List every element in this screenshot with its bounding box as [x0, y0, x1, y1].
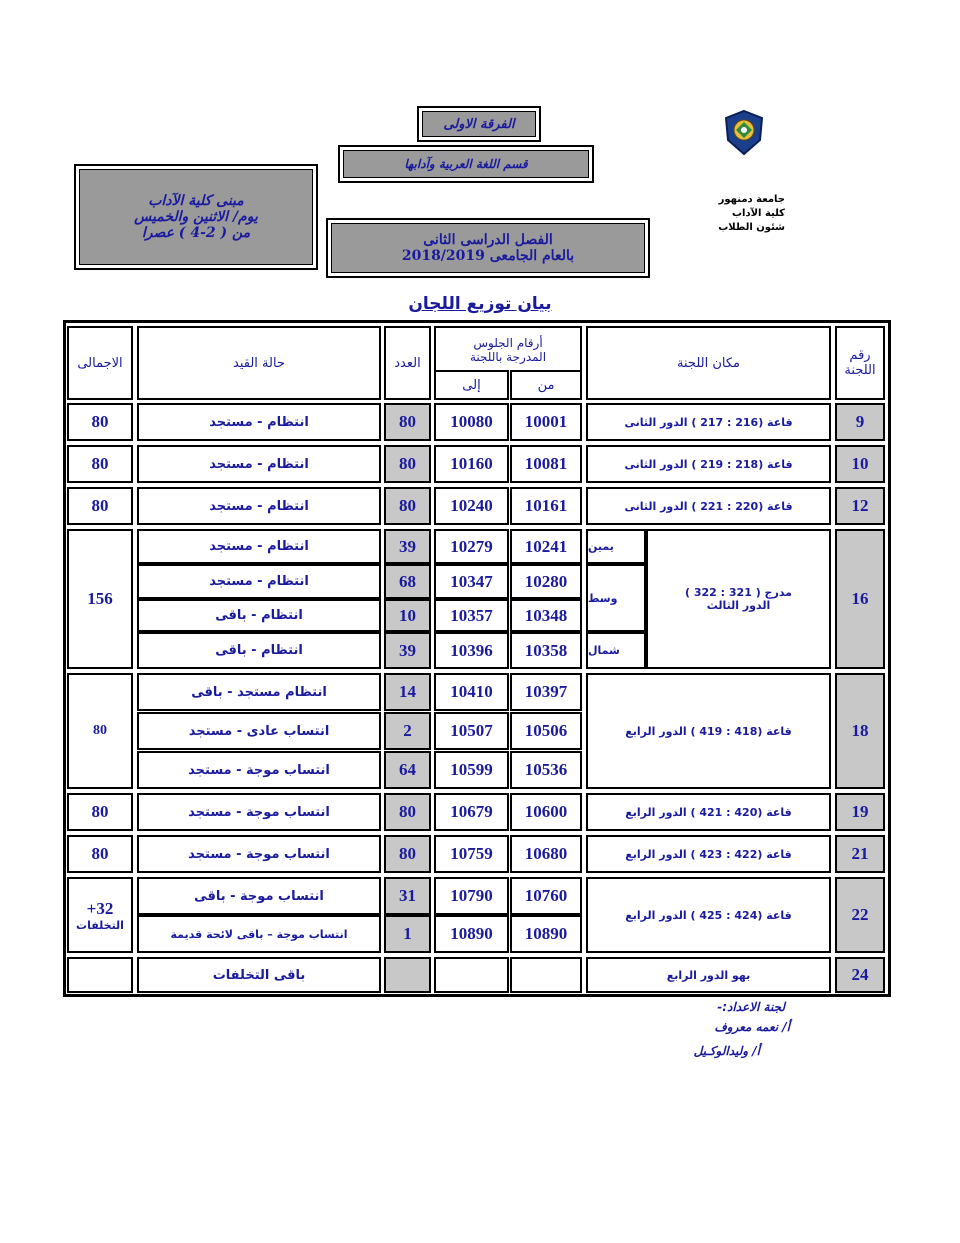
seat-from: 10536	[510, 751, 582, 789]
seat-from: 10241	[510, 529, 582, 564]
committee-location: قاعة (418 : 419 ) الدور الرابع	[586, 673, 831, 789]
seat-to: 10240	[434, 487, 509, 525]
seat-to: 10080	[434, 403, 509, 441]
seat-from: 10348	[510, 599, 582, 632]
seat-to: 10679	[434, 793, 509, 831]
enrollment-status: باقى التخلفات	[137, 957, 381, 993]
university-name: جامعة دمنهور	[718, 194, 785, 205]
committee-total: 80	[67, 835, 133, 873]
hall-side: يمين	[586, 529, 646, 564]
enrollment-status: انتساب عادى - مستجد	[137, 712, 381, 750]
enrollment-status: انتظام مستجد - باقى	[137, 673, 381, 711]
seat-to: 10790	[434, 877, 509, 915]
committee-total: 32+ التخلفات	[67, 877, 133, 953]
semester-box	[326, 218, 650, 278]
committee-location: مدرج ( 321 : 322 ) الدور الثالث	[646, 529, 831, 669]
committee-no: 21	[835, 835, 885, 873]
enrollment-status: انتظام - مستجد	[137, 529, 381, 564]
committee-no: 9	[835, 403, 885, 441]
committee-location: قاعة (422 : 423 ) الدور الرابع	[586, 835, 831, 873]
seat-from: 10397	[510, 673, 582, 711]
seat-count: 64	[384, 751, 431, 789]
building-line-1: مبنى كلية الآداب	[148, 193, 244, 209]
seat-from: 10600	[510, 793, 582, 831]
enrollment-status: انتساب موجة – باقى لائحة قديمة	[137, 915, 381, 953]
committee-total: 80	[67, 793, 133, 831]
seat-count: 80	[384, 445, 431, 483]
seat-to	[434, 957, 509, 993]
enrollment-status: انتساب موجة - باقى	[137, 877, 381, 915]
prep-member-1: أ/ نعمه معروف	[714, 1020, 790, 1034]
committee-total	[67, 957, 133, 993]
enrollment-status: انتظام - مستجد	[137, 445, 381, 483]
prep-committee-label: لجنة الاعداد:-	[717, 1000, 785, 1014]
enrollment-status: انتظام - مستجد	[137, 564, 381, 599]
enrollment-status: انتظام - باقى	[137, 632, 381, 669]
seat-to: 10347	[434, 564, 509, 599]
hall-side: شمال	[586, 632, 646, 669]
department-box	[338, 145, 594, 183]
committees-table	[63, 320, 891, 997]
seat-to: 10410	[434, 673, 509, 711]
seat-count: 39	[384, 529, 431, 564]
seat-from: 10081	[510, 445, 582, 483]
committee-no: 22	[835, 877, 885, 953]
committee-no: 24	[835, 957, 885, 993]
committee-total: 80	[67, 403, 133, 441]
seat-count: 80	[384, 487, 431, 525]
hall-side: وسط	[586, 564, 646, 632]
level-label: الفرقة الاولى	[443, 116, 515, 132]
seat-to: 10396	[434, 632, 509, 669]
enrollment-status: انتساب موجة - مستجد	[137, 835, 381, 873]
seat-from: 10680	[510, 835, 582, 873]
header-status: حالة القيد	[137, 326, 381, 400]
seat-to: 10357	[434, 599, 509, 632]
header-location: مكان اللجنة	[586, 326, 831, 400]
seat-to: 10759	[434, 835, 509, 873]
enrollment-status: انتظام - مستجد	[137, 403, 381, 441]
seat-count: 2	[384, 712, 431, 750]
seat-to: 10160	[434, 445, 509, 483]
header-total: الاجمالى	[67, 326, 133, 400]
level-box	[417, 106, 541, 142]
seat-count	[384, 957, 431, 993]
committee-location: قاعة (218 : 219 ) الدور الثانى	[586, 445, 831, 483]
seat-from	[510, 957, 582, 993]
header-count: العدد	[384, 326, 431, 400]
seat-from: 10358	[510, 632, 582, 669]
committee-location: قاعة (424 : 425 ) الدور الرابع	[586, 877, 831, 953]
committee-no: 16	[835, 529, 885, 669]
committee-total: 156	[67, 529, 133, 669]
page-title: بيان توزيع اللجان	[408, 294, 552, 314]
semester-line-2: بالعام الجامعى 2018/2019	[401, 248, 575, 264]
seat-from: 10161	[510, 487, 582, 525]
seat-from: 10001	[510, 403, 582, 441]
seat-from: 10280	[510, 564, 582, 599]
faculty-name: كلية الآداب	[731, 208, 785, 219]
enrollment-status: انتظام - مستجد	[137, 487, 381, 525]
seat-count: 10	[384, 599, 431, 632]
seat-to: 10599	[434, 751, 509, 789]
seat-to: 10507	[434, 712, 509, 750]
building-box	[74, 164, 318, 270]
student-affairs: شئون الطلاب	[718, 222, 785, 233]
committee-location: قاعة (420 : 421 ) الدور الرابع	[586, 793, 831, 831]
seat-count: 68	[384, 564, 431, 599]
header-from: من	[510, 370, 582, 400]
seat-to: 10890	[434, 915, 509, 953]
seat-to: 10279	[434, 529, 509, 564]
seat-count: 80	[384, 403, 431, 441]
seat-count: 14	[384, 673, 431, 711]
committee-location: بهو الدور الرابع	[586, 957, 831, 993]
header-seats: أرقام الجلوس المدرجة باللجنة	[434, 326, 582, 371]
semester-line-1: الفصل الدراسى الثانى	[423, 232, 553, 248]
seat-from: 10760	[510, 877, 582, 915]
header-committee-no: رقم اللجنة	[835, 326, 885, 400]
enrollment-status: انتساب موجة - مستجد	[137, 793, 381, 831]
committee-total: 80	[67, 487, 133, 525]
seat-count: 39	[384, 632, 431, 669]
committee-no: 18	[835, 673, 885, 789]
committee-no: 19	[835, 793, 885, 831]
department-label: قسم اللغة العربية وآدابها	[404, 157, 528, 171]
committee-location: قاعة (220 : 221 ) الدور الثانى	[586, 487, 831, 525]
seat-from: 10506	[510, 712, 582, 750]
prep-member-2: أ/ وليدالوكـيل	[693, 1044, 760, 1058]
seat-count: 80	[384, 793, 431, 831]
seat-from: 10890	[510, 915, 582, 953]
seat-count: 80	[384, 835, 431, 873]
enrollment-status: انتظام - باقى	[137, 599, 381, 632]
seat-count: 31	[384, 877, 431, 915]
university-logo	[720, 108, 768, 156]
committee-location: قاعة (216 : 217 ) الدور الثانى	[586, 403, 831, 441]
committee-total: 80	[67, 673, 133, 789]
building-line-2: يوم/ الاثنين والخميس	[134, 209, 258, 225]
header-to: إلى	[434, 370, 509, 400]
seat-count: 1	[384, 915, 431, 953]
enrollment-status: انتساب موجة - مستجد	[137, 751, 381, 789]
committee-total: 80	[67, 445, 133, 483]
building-line-3: من ( 2-4 ) عصرا	[141, 225, 251, 241]
committee-no: 10	[835, 445, 885, 483]
committee-no: 12	[835, 487, 885, 525]
